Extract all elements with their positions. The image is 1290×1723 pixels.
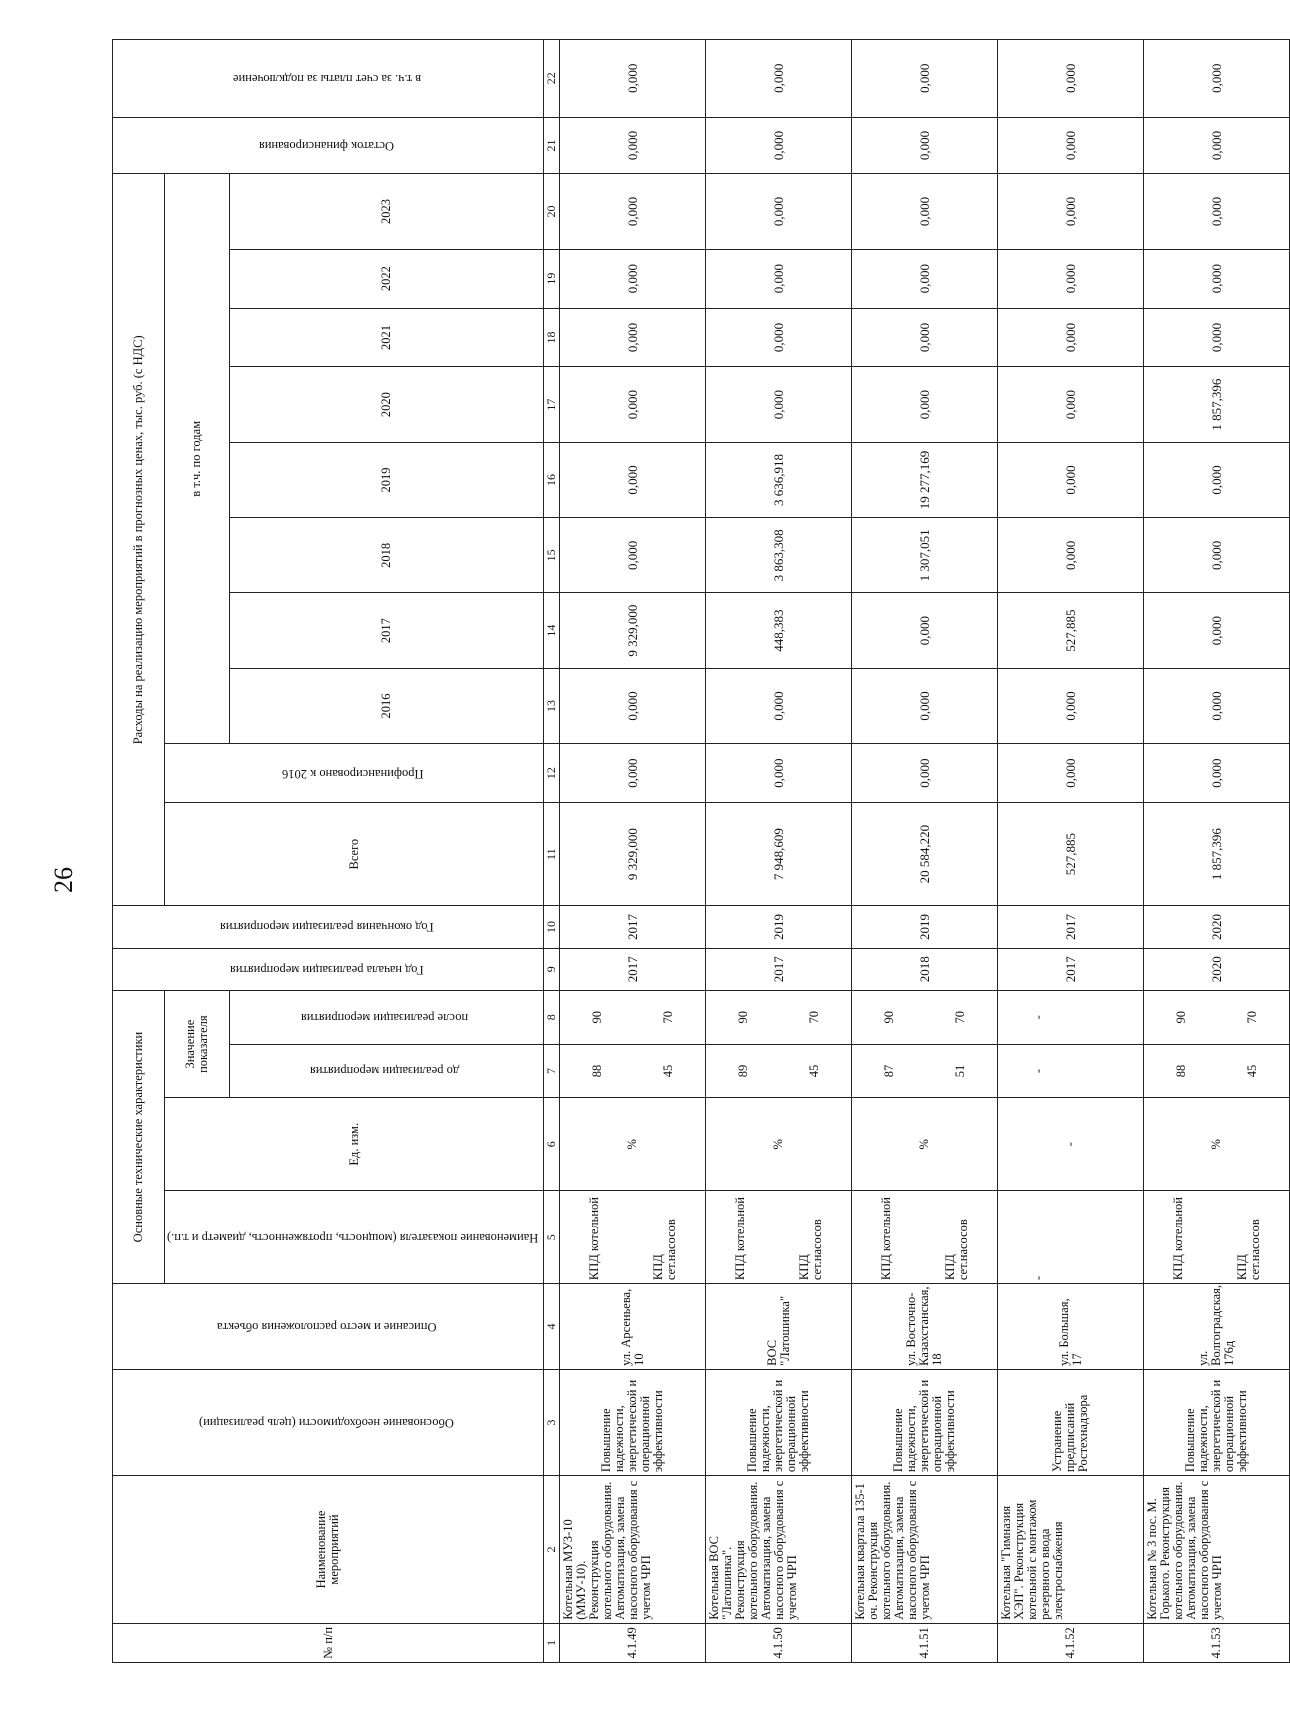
row-after xyxy=(1144,990,1290,1044)
row-unit: % xyxy=(1144,1098,1290,1191)
header-before: до реализации мероприятия xyxy=(229,1044,544,1098)
header-total: Всего xyxy=(165,803,544,906)
before-1: 89 xyxy=(736,1064,751,1078)
indicator-1: КПД котельной xyxy=(586,1197,601,1281)
after-2: 70 xyxy=(660,1011,675,1024)
row-y2021: 0,000 xyxy=(998,308,1144,367)
row-y2021: 0,000 xyxy=(1144,308,1290,367)
indicator-2: КПД сет.насосов xyxy=(1234,1219,1262,1281)
row-y2016: 0,000 xyxy=(998,668,1144,743)
row-location: ул. Большая, 17 xyxy=(998,1284,1144,1370)
row-after xyxy=(560,990,706,1044)
row-y2016: 0,000 xyxy=(706,668,852,743)
after-1: 90 xyxy=(882,1011,897,1024)
table-row xyxy=(1144,40,1290,1663)
index-cell: 7 xyxy=(544,1044,560,1098)
row-y2018: 0,000 xyxy=(998,518,1144,593)
header-year-2020: 2020 xyxy=(229,367,544,442)
row-total: 527,885 xyxy=(998,803,1144,906)
row-y2023: 0,000 xyxy=(560,174,706,249)
row-before xyxy=(998,1044,1144,1098)
index-cell: 5 xyxy=(544,1191,560,1284)
row-year-start: 2017 xyxy=(560,948,706,990)
header-prefinanced: Профинансировано к 2016 xyxy=(165,744,544,803)
row-name: Котельная "Гимназия ХЭП". Реконструкция котельной с монтажом резервного ввода электроснабжения xyxy=(998,1476,1144,1624)
header-year-end: Год окончания реализации мероприятия xyxy=(113,906,544,948)
indicator-1: КПД котельной xyxy=(878,1197,893,1281)
index-cell: 6 xyxy=(544,1098,560,1191)
row-after xyxy=(852,990,998,1044)
after-1: 90 xyxy=(1174,1011,1189,1024)
after-2: 70 xyxy=(1244,1011,1259,1024)
row-year-start: 2017 xyxy=(706,948,852,990)
rotated-table-container xyxy=(112,39,1262,1663)
row-fee: 0,000 xyxy=(706,40,852,118)
before-1: - xyxy=(1031,1068,1046,1074)
row-y2016: 0,000 xyxy=(1144,668,1290,743)
header-by-years: в т.ч. по годам xyxy=(165,174,230,744)
row-remainder: 0,000 xyxy=(998,117,1144,174)
row-remainder: 0,000 xyxy=(560,117,706,174)
table-row xyxy=(998,40,1144,1663)
index-cell: 19 xyxy=(544,249,560,308)
row-name: Котельная ВОС "Латошинка". Реконструкция котельного оборудования. Автоматизация, замена насосного оборудования с учетом ЧРП xyxy=(706,1476,852,1624)
row-y2016: 0,000 xyxy=(560,668,706,743)
row-fee: 0,000 xyxy=(998,40,1144,118)
row-y2017: 448,383 xyxy=(706,593,852,668)
row-year-end: 2019 xyxy=(852,906,998,948)
row-num: 4.1.53 xyxy=(1144,1623,1290,1662)
row-year-end: 2017 xyxy=(998,906,1144,948)
row-indicator xyxy=(998,1191,1144,1284)
measures-table xyxy=(112,39,1290,1663)
row-total: 20 584,220 xyxy=(852,803,998,906)
header-year-2016: 2016 xyxy=(229,668,544,743)
after-1: 90 xyxy=(736,1011,751,1024)
header-value-group: Значение показателя xyxy=(165,990,230,1097)
after-1: 90 xyxy=(590,1011,605,1024)
header-remainder: Остаток финансирования xyxy=(113,117,544,174)
row-num: 4.1.51 xyxy=(852,1623,998,1662)
before-1: 88 xyxy=(1174,1064,1189,1078)
row-y2023: 0,000 xyxy=(852,174,998,249)
row-num: 4.1.50 xyxy=(706,1623,852,1662)
row-total: 7 948,609 xyxy=(706,803,852,906)
header-indicator-name: Наименование показателя (мощность, протяженность, диаметр и т.п.) xyxy=(165,1191,544,1284)
index-cell: 16 xyxy=(544,442,560,517)
row-name: Котельная № 3 пос. М. Горького. Реконструкция котельного оборудования. Автоматизация, замена насосного оборудования с учетом ЧРП xyxy=(1144,1476,1290,1624)
header-year-start: Год начала реализации мероприятия xyxy=(113,948,544,990)
index-cell: 18 xyxy=(544,308,560,367)
header-year-2018: 2018 xyxy=(229,518,544,593)
header-year-2021: 2021 xyxy=(229,308,544,367)
row-justification: Повышение надежности, энергетической и операционной эффективности xyxy=(560,1369,706,1475)
table-row xyxy=(706,40,852,1663)
header-year-2022: 2022 xyxy=(229,249,544,308)
header-num: № п/п xyxy=(113,1623,544,1662)
row-location: ул. Волгоградская, 176д xyxy=(1144,1284,1290,1370)
row-y2018: 0,000 xyxy=(560,518,706,593)
index-cell: 20 xyxy=(544,174,560,249)
row-y2023: 0,000 xyxy=(1144,174,1290,249)
index-cell: 9 xyxy=(544,948,560,990)
row-before xyxy=(706,1044,852,1098)
row-location: ул. Арсеньева, 10 xyxy=(560,1284,706,1370)
row-location: ВОС "Латошинка" xyxy=(706,1284,852,1370)
index-cell: 8 xyxy=(544,990,560,1044)
header-connection-fee: в т.ч. за счет платы за подключение xyxy=(113,40,544,118)
row-y2021: 0,000 xyxy=(852,308,998,367)
row-year-start: 2017 xyxy=(998,948,1144,990)
row-remainder: 0,000 xyxy=(852,117,998,174)
before-2: 45 xyxy=(1244,1064,1259,1078)
index-cell: 17 xyxy=(544,367,560,442)
header-costs-group: Расходы на реализацию мероприятий в прогнозных ценах, тыс. руб. (с НДС) xyxy=(113,174,165,906)
header-year-2017: 2017 xyxy=(229,593,544,668)
row-y2022: 0,000 xyxy=(1144,249,1290,308)
index-cell: 1 xyxy=(544,1623,560,1662)
row-y2019: 0,000 xyxy=(998,442,1144,517)
header-unit: Ед. изм. xyxy=(165,1098,544,1191)
before-2: 45 xyxy=(660,1064,675,1078)
row-prefinanced: 0,000 xyxy=(560,744,706,803)
index-cell: 10 xyxy=(544,906,560,948)
row-year-start: 2020 xyxy=(1144,948,1290,990)
row-justification: Повышение надежности, энергетической и операционной эффективности xyxy=(852,1369,998,1475)
row-prefinanced: 0,000 xyxy=(852,744,998,803)
header-tech-group: Основные технические характеристики xyxy=(113,990,165,1283)
indicator-1: КПД котельной xyxy=(1170,1197,1185,1281)
row-y2022: 0,000 xyxy=(998,249,1144,308)
row-indicator xyxy=(560,1191,706,1284)
index-cell: 12 xyxy=(544,744,560,803)
row-y2019: 0,000 xyxy=(1144,442,1290,517)
indicator-2: КПД сет.насосов xyxy=(796,1219,824,1281)
row-name: Котельная МУЗ-10 (ММУ-10). Реконструкция котельного оборудования. Автоматизация, замена насосного оборудования с учетом ЧРП xyxy=(560,1476,706,1624)
row-y2023: 0,000 xyxy=(998,174,1144,249)
header-name: Наименование мероприятий xyxy=(113,1476,544,1624)
header-after: после реализации мероприятия xyxy=(229,990,544,1044)
row-unit: % xyxy=(852,1098,998,1191)
row-unit: % xyxy=(706,1098,852,1191)
row-justification: Повышение надежности, энергетической и операционной эффективности xyxy=(1144,1369,1290,1475)
row-y2020: 0,000 xyxy=(852,367,998,442)
row-y2017: 0,000 xyxy=(852,593,998,668)
before-2: 45 xyxy=(806,1064,821,1078)
row-after xyxy=(998,990,1144,1044)
after-2: 70 xyxy=(952,1011,967,1024)
row-num: 4.1.49 xyxy=(560,1623,706,1662)
row-fee: 0,000 xyxy=(560,40,706,118)
header-justification: Обоснование необходимости (цель реализации) xyxy=(113,1369,544,1475)
row-justification: Повышение надежности, энергетической и операционной эффективности xyxy=(706,1369,852,1475)
row-indicator xyxy=(1144,1191,1290,1284)
index-cell: 3 xyxy=(544,1369,560,1475)
before-1: 87 xyxy=(882,1064,897,1078)
row-prefinanced: 0,000 xyxy=(1144,744,1290,803)
row-total: 9 329,000 xyxy=(560,803,706,906)
row-before xyxy=(560,1044,706,1098)
after-2: 70 xyxy=(806,1011,821,1024)
row-y2017: 0,000 xyxy=(1144,593,1290,668)
indicator-2: КПД сет.насосов xyxy=(942,1219,970,1281)
row-year-end: 2020 xyxy=(1144,906,1290,948)
row-unit: % xyxy=(560,1098,706,1191)
row-year-end: 2019 xyxy=(706,906,852,948)
row-y2021: 0,000 xyxy=(706,308,852,367)
row-location: ул. Восточно-Казахстанская, 18 xyxy=(852,1284,998,1370)
row-before xyxy=(852,1044,998,1098)
index-cell: 21 xyxy=(544,117,560,174)
row-prefinanced: 0,000 xyxy=(706,744,852,803)
table-row xyxy=(560,40,706,1663)
index-row xyxy=(544,40,560,1663)
after-1: - xyxy=(1031,1015,1046,1020)
table-row xyxy=(852,40,998,1663)
indicator-1: КПД котельной xyxy=(732,1197,747,1281)
row-y2018: 3 863,308 xyxy=(706,518,852,593)
index-cell: 22 xyxy=(544,40,560,118)
row-y2020: 0,000 xyxy=(998,367,1144,442)
row-name: Котельная квартала 135-1 оч. Реконструкция котельного оборудования. Автоматизация, замена насосного оборудования с учетом ЧРП xyxy=(852,1476,998,1624)
indicator-2: КПД сет.насосов xyxy=(650,1219,678,1281)
index-cell: 15 xyxy=(544,518,560,593)
before-2: 51 xyxy=(952,1064,967,1078)
index-cell: 4 xyxy=(544,1284,560,1370)
header-year-2023: 2023 xyxy=(229,174,544,249)
row-after xyxy=(706,990,852,1044)
row-unit: - xyxy=(998,1098,1144,1191)
row-year-end: 2017 xyxy=(560,906,706,948)
row-y2018: 0,000 xyxy=(1144,518,1290,593)
row-y2022: 0,000 xyxy=(852,249,998,308)
row-fee: 0,000 xyxy=(1144,40,1290,118)
row-y2017: 9 329,000 xyxy=(560,593,706,668)
indicator-1: - xyxy=(1031,1275,1046,1281)
before-1: 88 xyxy=(590,1064,605,1078)
row-y2020: 0,000 xyxy=(560,367,706,442)
row-y2019: 3 636,918 xyxy=(706,442,852,517)
page-number: 26 xyxy=(49,867,78,893)
row-y2022: 0,000 xyxy=(706,249,852,308)
row-indicator xyxy=(706,1191,852,1284)
row-y2016: 0,000 xyxy=(852,668,998,743)
row-y2019: 0,000 xyxy=(560,442,706,517)
row-prefinanced: 0,000 xyxy=(998,744,1144,803)
row-y2018: 1 307,051 xyxy=(852,518,998,593)
row-fee: 0,000 xyxy=(852,40,998,118)
row-y2023: 0,000 xyxy=(706,174,852,249)
header-location: Описание и место расположения объекта xyxy=(113,1284,544,1370)
row-y2019: 19 277,169 xyxy=(852,442,998,517)
row-total: 1 857,396 xyxy=(1144,803,1290,906)
header-year-2019: 2019 xyxy=(229,442,544,517)
row-remainder: 0,000 xyxy=(1144,117,1290,174)
index-cell: 2 xyxy=(544,1476,560,1624)
row-y2020: 0,000 xyxy=(706,367,852,442)
row-y2021: 0,000 xyxy=(560,308,706,367)
row-y2020: 1 857,396 xyxy=(1144,367,1290,442)
row-y2022: 0,000 xyxy=(560,249,706,308)
row-year-start: 2018 xyxy=(852,948,998,990)
row-justification: Устранение предписаний Ростехнадзора xyxy=(998,1369,1144,1475)
index-cell: 13 xyxy=(544,668,560,743)
index-cell: 14 xyxy=(544,593,560,668)
row-num: 4.1.52 xyxy=(998,1623,1144,1662)
row-y2017: 527,885 xyxy=(998,593,1144,668)
row-remainder: 0,000 xyxy=(706,117,852,174)
row-indicator xyxy=(852,1191,998,1284)
index-cell: 11 xyxy=(544,803,560,906)
row-before xyxy=(1144,1044,1290,1098)
